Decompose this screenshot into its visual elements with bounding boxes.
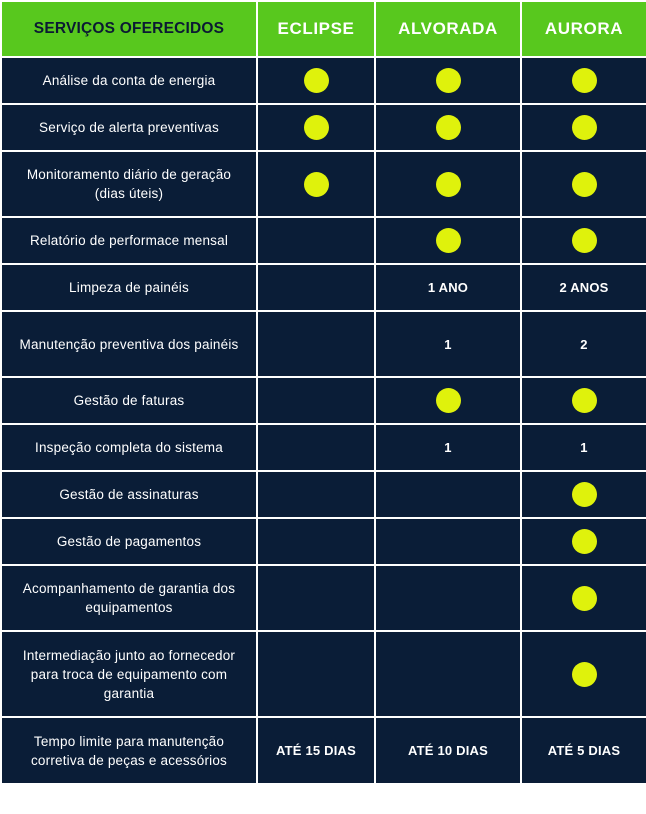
- plan-cell-aurora: [521, 518, 646, 565]
- included-check-icon: [436, 228, 461, 253]
- plan-cell-alvorada: ATÉ 10 DIAS: [375, 717, 521, 784]
- table-row: [1, 424, 646, 471]
- table-row: [1, 717, 646, 784]
- plan-cell-aurora: ATÉ 5 DIAS: [521, 717, 646, 784]
- plan-cell-eclipse: [257, 57, 375, 104]
- plan-cell-aurora: 2: [521, 311, 646, 377]
- included-check-icon: [572, 388, 597, 413]
- service-name: Gestão de pagamentos: [1, 518, 257, 565]
- plan-header-alvorada: ALVORADA: [375, 1, 521, 57]
- plan-cell-eclipse: [257, 565, 375, 631]
- table-row: [1, 264, 646, 311]
- plan-cell-eclipse: [257, 518, 375, 565]
- table-row: [1, 151, 646, 217]
- table-row: [1, 565, 646, 631]
- included-check-icon: [436, 115, 461, 140]
- plan-cell-aurora: [521, 471, 646, 518]
- plan-cell-eclipse: [257, 104, 375, 151]
- service-name: Manutenção preventiva dos painéis: [1, 311, 257, 377]
- included-check-icon: [572, 482, 597, 507]
- plan-cell-alvorada: 1 ANO: [375, 264, 521, 311]
- table-row: [1, 377, 646, 424]
- included-check-icon: [436, 388, 461, 413]
- service-name: Gestão de assinaturas: [1, 471, 257, 518]
- table-row: [1, 57, 646, 104]
- included-check-icon: [572, 115, 597, 140]
- table-row: [1, 518, 646, 565]
- plan-cell-alvorada: [375, 104, 521, 151]
- plan-cell-aurora: [521, 631, 646, 717]
- included-check-icon: [572, 662, 597, 687]
- plan-cell-eclipse: [257, 217, 375, 264]
- plan-cell-alvorada: [375, 631, 521, 717]
- included-check-icon: [304, 68, 329, 93]
- service-name: Análise da conta de energia: [1, 57, 257, 104]
- plan-cell-eclipse: ATÉ 15 DIAS: [257, 717, 375, 784]
- included-check-icon: [572, 68, 597, 93]
- included-check-icon: [436, 68, 461, 93]
- plan-cell-eclipse: [257, 264, 375, 311]
- included-check-icon: [572, 529, 597, 554]
- plan-cell-aurora: [521, 377, 646, 424]
- table-row: [1, 104, 646, 151]
- plan-cell-eclipse: [257, 377, 375, 424]
- plan-cell-alvorada: 1: [375, 424, 521, 471]
- header-row: [1, 1, 646, 57]
- service-name: Inspeção completa do sistema: [1, 424, 257, 471]
- included-check-icon: [304, 115, 329, 140]
- plan-cell-alvorada: 1: [375, 311, 521, 377]
- plan-header-aurora: AURORA: [521, 1, 646, 57]
- table-row: [1, 631, 646, 717]
- plan-cell-alvorada: [375, 151, 521, 217]
- included-check-icon: [572, 586, 597, 611]
- plan-cell-aurora: [521, 151, 646, 217]
- service-name: Relatório de performace mensal: [1, 217, 257, 264]
- plan-cell-aurora: 2 ANOS: [521, 264, 646, 311]
- plan-cell-alvorada: [375, 518, 521, 565]
- plan-cell-alvorada: [375, 217, 521, 264]
- included-check-icon: [572, 228, 597, 253]
- service-name: Gestão de faturas: [1, 377, 257, 424]
- services-table-body: [1, 57, 646, 784]
- plan-cell-alvorada: [375, 57, 521, 104]
- plan-cell-alvorada: [375, 471, 521, 518]
- plan-cell-aurora: [521, 565, 646, 631]
- plan-cell-aurora: [521, 217, 646, 264]
- service-name: Tempo limite para manutenção corretiva de peças e acessórios: [1, 717, 257, 784]
- plan-cell-aurora: [521, 104, 646, 151]
- table-row: [1, 311, 646, 377]
- table-row: [1, 471, 646, 518]
- plan-cell-alvorada: [375, 377, 521, 424]
- plan-cell-eclipse: [257, 311, 375, 377]
- plan-cell-aurora: 1: [521, 424, 646, 471]
- plan-cell-aurora: [521, 57, 646, 104]
- plan-cell-eclipse: [257, 151, 375, 217]
- plan-cell-eclipse: [257, 424, 375, 471]
- plan-header-eclipse: ECLIPSE: [257, 1, 375, 57]
- plan-cell-eclipse: [257, 471, 375, 518]
- included-check-icon: [572, 172, 597, 197]
- service-name: Serviço de alerta preventivas: [1, 104, 257, 151]
- table-row: [1, 217, 646, 264]
- included-check-icon: [304, 172, 329, 197]
- plan-cell-eclipse: [257, 631, 375, 717]
- services-column-header: SERVIÇOS OFERECIDOS: [1, 1, 257, 57]
- service-name: Monitoramento diário de geração (dias úteis): [1, 151, 257, 217]
- service-name: Intermediação junto ao fornecedor para troca de equipamento com garantia: [1, 631, 257, 717]
- service-name: Limpeza de painéis: [1, 264, 257, 311]
- plan-cell-alvorada: [375, 565, 521, 631]
- service-name: Acompanhamento de garantia dos equipamentos: [1, 565, 257, 631]
- included-check-icon: [436, 172, 461, 197]
